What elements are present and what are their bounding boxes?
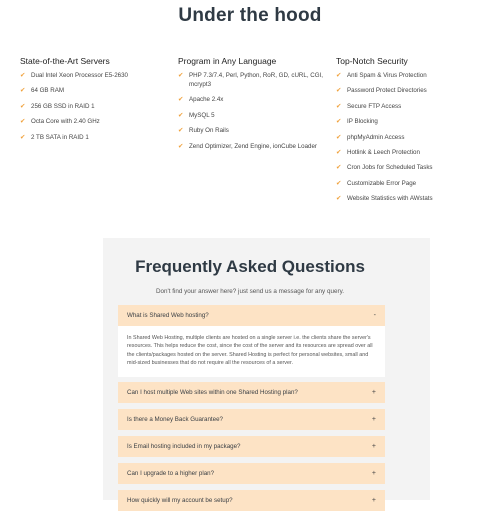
check-icon: ✔ [336,72,342,79]
feature-item: ✔ 256 GB SSD in RAID 1 [20,102,95,110]
faq-question-email-hosting[interactable] [118,436,385,457]
feature-item: ✔ Zend Optimizer, Zend Engine, ionCube Loader [178,142,317,150]
check-icon: ✔ [178,127,184,135]
check-icon: ✔ [20,133,26,141]
faq-question-setup-time[interactable] [118,490,385,511]
expand-icon[interactable]: + [371,416,376,423]
expand-icon[interactable]: + [371,470,376,477]
feature-item: ✔ phpMyAdmin Access [336,133,405,141]
check-icon: ✔ [20,102,26,110]
check-icon: ✔ [20,72,26,79]
feature-item: ✔ MySQL 5 [178,111,215,119]
faq-question-money-back[interactable] [118,409,385,430]
faq-question-text: How quickly will my account be setup? [127,497,233,504]
faq-answer: In Shared Web Hosting, multiple clients are hosted on a single server i.e. the clients share the server's resources. This helps reduce the cost, since the cost of the server and its resources are spread over all the clients/packages hosted on the server. Shared Hosting is perfect for personal websites, small and mid-sized businesses that do not require all the resources of a server. [118,326,385,377]
check-icon: ✔ [336,164,342,172]
check-icon: ✔ [336,87,342,95]
check-icon: ✔ [178,96,184,104]
feature-list [20,71,170,142]
feature-item: ✔ Octa Core with 2.40 GHz [20,118,100,126]
feature-column-title: Program in Any Language [178,56,277,66]
feature-item: ✔ IP Blocking [336,118,378,126]
faq-title: Frequently Asked Questions [135,257,365,276]
feature-item: ✔ Password Protect Directories [336,87,427,95]
check-icon: ✔ [178,142,184,150]
expand-icon[interactable]: + [371,389,376,396]
check-icon: ✔ [336,133,342,141]
feature-item: ✔ Website Statistics with AWstats [336,195,433,203]
feature-column-title: Top-Notch Security [336,56,408,66]
check-icon: ✔ [336,148,342,156]
feature-item: ✔ Secure FTP Access [336,102,402,110]
check-icon: ✔ [336,179,342,187]
faq-subtitle: Don't find your answer here? just send us a message for any query. [156,288,344,295]
feature-item: ✔ Apache 2.4x [178,96,224,104]
feature-item: ✔ Anti Spam & Virus Protection [336,72,427,79]
feature-item: ✔ 64 GB RAM [20,87,65,95]
collapse-icon[interactable]: - [373,312,376,319]
check-icon: ✔ [20,87,26,95]
check-icon: ✔ [336,195,342,203]
expand-icon[interactable]: + [371,443,376,450]
faq-question-upgrade[interactable] [118,463,385,484]
faq-question-multiple-sites[interactable] [118,382,385,403]
check-icon: ✔ [336,118,342,126]
check-icon: ✔ [178,72,184,79]
faq-question-text: Can I host multiple Web sites within one Shared Hosting plan? [127,389,298,396]
feature-column-servers [20,56,170,148]
faq-question-shared-hosting[interactable] [118,305,385,326]
faq-question-text: Is Email hosting included in my package? [127,443,241,450]
section-title: Under the hood [178,5,322,26]
check-icon: ✔ [20,118,26,126]
check-icon: ✔ [178,111,184,119]
feature-item: ✔ PHP 7.3/7.4, Perl, Python, RoR, GD, cURL, CGI, mcrypt3 [178,72,323,88]
expand-icon[interactable]: + [371,497,376,504]
feature-item: ✔ Cron Jobs for Scheduled Tasks [336,164,433,172]
feature-item: ✔ 2 TB SATA in RAID 1 [20,133,89,141]
feature-item: ✔ Dual Intel Xeon Processor E5-2630 [20,72,128,79]
faq-question-text: Is there a Money Back Guarantee? [127,416,223,423]
feature-column-security [336,56,494,210]
feature-item: ✔ Customizable Error Page [336,179,417,187]
faq-question-text: What is Shared Web hosting? [127,312,209,319]
feature-column-languages [178,56,333,157]
faq-question-text: Can I upgrade to a higher plan? [127,470,215,477]
feature-item: ✔ Ruby On Rails [178,127,229,135]
feature-list [178,71,333,151]
feature-item: ✔ Hotlink & Leech Protection [336,148,420,156]
feature-list [336,71,494,203]
feature-column-title: State-of-the-Art Servers [20,56,110,66]
check-icon: ✔ [336,102,342,110]
